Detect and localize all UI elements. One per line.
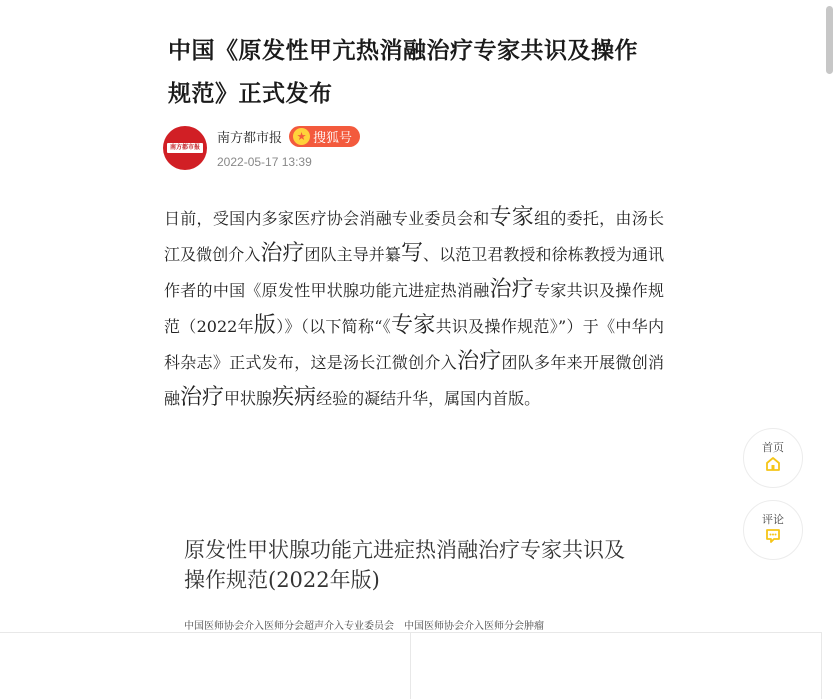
text-segment: 专家共识及操作规范（2022年 <box>164 281 664 336</box>
text-segment: 治疗 <box>456 349 502 374</box>
bottom-bar <box>0 632 822 699</box>
text-segment: 疾病 <box>272 385 317 410</box>
text-segment: 经验的凝结升华，属国内首版。 <box>316 389 541 408</box>
comment-button[interactable] <box>743 500 803 560</box>
author-avatar[interactable] <box>163 126 207 170</box>
comment-icon <box>765 528 781 547</box>
text-segment: 共识及操作规范》”）于《中华内科杂志》正式发布，这是汤长江微创介入 <box>164 317 664 372</box>
article-title: 中国《原发性甲亢热消融治疗专家共识及操作规范》正式发布 <box>168 38 638 107</box>
bottom-bar-edge <box>821 633 822 699</box>
author-logo-text: 南方都市报 <box>167 143 203 153</box>
text-segment: 专家 <box>391 313 436 338</box>
sohu-badge[interactable] <box>289 126 360 147</box>
home-icon <box>765 456 781 475</box>
text-segment: 甲状腺 <box>224 389 273 408</box>
article-paragraph <box>164 200 664 416</box>
scrollbar-thumb[interactable] <box>826 6 833 74</box>
star-icon: ★ <box>293 128 310 145</box>
text-segment: 治疗 <box>489 277 535 302</box>
publish-date: 2022-05-17 13:39 <box>217 155 312 169</box>
text-segment: 治疗 <box>180 385 225 410</box>
author-name[interactable]: 南方都市报 <box>217 130 283 145</box>
image-document-subtitle: 中国医师协会介入医师分会超声介入专业委员会 中国医师协会介入医师分会肿瘤 <box>184 621 544 632</box>
article-image[interactable] <box>164 515 644 635</box>
bottom-bar-divider <box>410 633 411 699</box>
image-document-title: 原发性甲状腺功能亢进症热消融治疗专家共识及操作规范(2022年版) <box>184 538 625 592</box>
text-segment: 、以范卫君教授和徐栋教授为通讯作者的中国《原发性甲状腺功能亢进症热消融 <box>164 245 664 300</box>
text-segment: 专家 <box>489 205 535 230</box>
text-segment: ）》（以下简称“《 <box>276 317 392 336</box>
text-segment: 团队主导并纂 <box>304 245 401 264</box>
scrollbar-track[interactable] <box>823 0 835 698</box>
text-segment: 组的委托，由汤长江及微创介入 <box>164 209 664 264</box>
text-segment: 日前，受国内多家医疗协会消融专业委员会和 <box>164 209 490 228</box>
home-label: 首页 <box>762 441 784 454</box>
text-segment: 治疗 <box>260 241 305 266</box>
text-segment: 团队多年来开展微创消融 <box>164 353 664 408</box>
sohu-badge-label: 搜狐号 <box>313 131 353 146</box>
home-button[interactable] <box>743 428 803 488</box>
comment-label: 评论 <box>762 513 784 526</box>
text-segment: 版 <box>253 313 277 338</box>
text-segment: 写 <box>400 241 424 266</box>
